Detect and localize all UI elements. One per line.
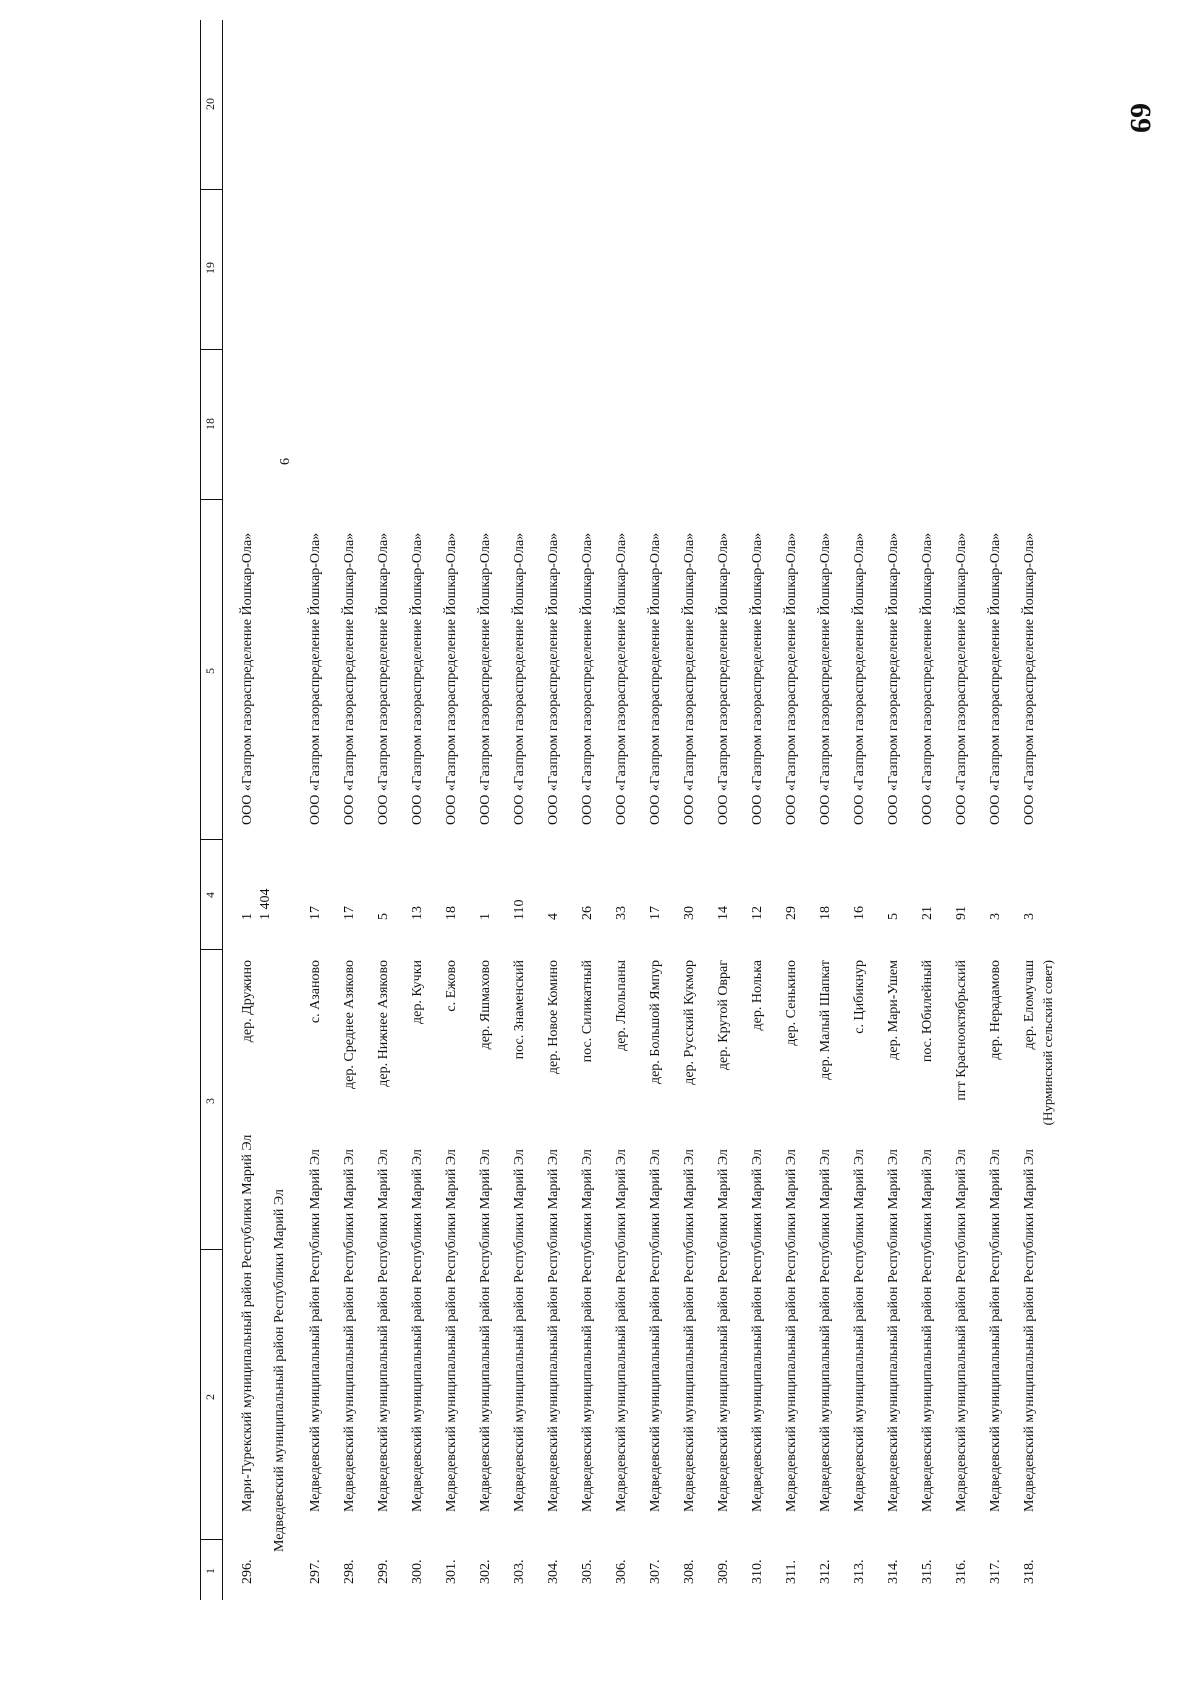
company-cell: ООО «Газпром газораспределение Йошкар-Ола» [750,532,765,825]
settlement-cell: с. Цибикнур [852,960,867,1034]
district-cell: Медведевский муниципальный район Республики Марий Эл [308,1149,323,1512]
district-cell: Медведевский муниципальный район Республики Марий Эл [920,1149,935,1512]
col18-cell: 6 [278,458,293,465]
district-cell: Медведевский муниципальный район Республики Марий Эл [376,1149,391,1512]
settlement-cell: дер. Среднее Азяково [342,960,357,1089]
count-cell: 17 [308,906,323,920]
settlement-cell: дер. Нерадамово [988,960,1003,1060]
district-cell: Медведевский муниципальный район Республики Марий Эл [478,1149,493,1512]
company-cell: ООО «Газпром газораспределение Йошкар-Ола» [240,532,255,825]
column-header: 18 [203,418,217,430]
company-cell: ООО «Газпром газораспределение Йошкар-Ола» [682,532,697,825]
row-number: 304. [546,1559,561,1584]
district-cell: Медведевский муниципальный район Республики Марий Эл [614,1149,629,1512]
district-cell: Медведевский муниципальный район Республики Марий Эл [818,1149,833,1512]
count-cell: 110 [512,899,527,920]
district-cell: Медведевский муниципальный район Республики Марий Эл [1022,1149,1037,1512]
column-header: 5 [203,668,217,674]
settlement-cell: дер. Мари-Ушем [886,960,901,1060]
district-cell: Медведевский муниципальный район Республики Марий Эл [886,1149,901,1512]
district-cell: Медведевский муниципальный район Республики Марий Эл [410,1149,425,1512]
count-cell: 33 [614,906,629,920]
row-number: 313. [852,1559,867,1584]
district-cell: Медведевский муниципальный район Республики Марий Эл [444,1149,459,1512]
row-number: 314. [886,1559,901,1584]
company-cell: ООО «Газпром газораспределение Йошкар-Ола» [988,532,1003,825]
company-cell: ООО «Газпром газораспределение Йошкар-Ола» [886,532,901,825]
company-cell: ООО «Газпром газораспределение Йошкар-Ола» [648,532,663,825]
row-number: 308. [682,1559,697,1584]
company-cell: ООО «Газпром газораспределение Йошкар-Ола» [410,532,425,825]
row-number: 305. [580,1559,595,1584]
row-number: 316. [954,1559,969,1584]
column-header: 2 [203,1394,217,1400]
column-divider [200,349,222,350]
row-number: 311. [784,1560,799,1584]
row-number: 306. [614,1559,629,1584]
company-cell: ООО «Газпром газораспределение Йошкар-Ола» [614,532,629,825]
count-cell: 3 [1022,913,1037,920]
row-number: 312. [818,1559,833,1584]
row-number: 303. [512,1559,527,1584]
count-cell: 16 [852,906,867,920]
row-number: 302. [478,1559,493,1584]
column-divider [200,1539,222,1540]
count-cell: 17 [342,906,357,920]
company-cell: ООО «Газпром газораспределение Йошкар-Ола» [308,532,323,825]
district-cell: Медведевский муниципальный район Республики Марий Эл [954,1149,969,1512]
district-cell: Мари-Турекский муниципальный район Республики Марий Эл [240,1134,255,1512]
row-number: 309. [716,1559,731,1584]
column-header: 1 [203,1568,217,1574]
count-cell: 26 [580,906,595,920]
count-cell: 12 [750,906,765,920]
settlement-cell: дер. Нижнее Азяково [376,960,391,1087]
settlement-cell: пос. Знаменский [512,960,527,1060]
settlement-cell: дер. Сенькино [784,960,799,1046]
company-cell: ООО «Газпром газораспределение Йошкар-Ола» [818,532,833,825]
settlement-cell: дер. Малый Шапкат [818,960,833,1080]
company-cell: ООО «Газпром газораспределение Йошкар-Ола» [1022,532,1037,825]
company-cell: ООО «Газпром газораспределение Йошкар-Ола» [852,532,867,825]
count-cell: 1 [478,913,493,920]
settlement-cell: дер. Яшмахово [478,960,493,1050]
column-divider [200,1249,222,1250]
count-cell: 14 [716,906,731,920]
row-number: 296. [240,1559,255,1584]
row-number: 300. [410,1559,425,1584]
district-cell: Медведевский муниципальный район Республики Марий Эл [784,1149,799,1512]
company-cell: ООО «Газпром газораспределение Йошкар-Ола» [376,532,391,825]
company-cell: ООО «Газпром газораспределение Йошкар-Ола» [784,532,799,825]
row-number: 315. [920,1559,935,1584]
company-cell: ООО «Газпром газораспределение Йошкар-Ола» [920,532,935,825]
company-cell: ООО «Газпром газораспределение Йошкар-Ола» [478,532,493,825]
company-cell: ООО «Газпром газораспределение Йошкар-Ола» [580,532,595,825]
settlement-cell: дер. Кучки [410,960,425,1024]
count-cell: 5 [376,913,391,920]
settlement-note: (Нурминский сельский совет) [1040,960,1055,1126]
district-cell: Медведевский муниципальный район Республики Марий Эл [342,1149,357,1512]
count-cell: 5 [886,913,901,920]
district-subtotal-cell: Медведевский муниципальный район Республики Марий Эл [272,1189,287,1552]
page-number: 69 [1124,103,1157,133]
column-divider [200,189,222,190]
settlement-cell: дер. Русский Кукмор [682,960,697,1085]
count-cell: 30 [682,906,697,920]
column-header: 3 [203,1098,217,1104]
district-cell: Медведевский муниципальный район Республики Марий Эл [580,1149,595,1512]
district-cell: Медведевский муниципальный район Республики Марий Эл [682,1149,697,1512]
district-cell: Медведевский муниципальный район Республики Марий Эл [512,1149,527,1512]
company-cell: ООО «Газпром газораспределение Йошкар-Ола» [512,532,527,825]
row-number: 318. [1022,1559,1037,1584]
column-divider [200,499,222,500]
settlement-name: дер. Еломучаш [1022,960,1037,1050]
settlement-cell: дер. Нолька [750,960,765,1031]
row-number: 298. [342,1559,357,1584]
row-number: 301. [444,1559,459,1584]
count-cell: 18 [444,906,459,920]
settlement-cell: дер. Крутой Овраг [716,960,731,1071]
table-top-rule [200,20,201,1600]
settlement-cell: пос. Юбилейный [920,960,935,1063]
company-cell: ООО «Газпром газораспределение Йошкар-Ола» [342,532,357,825]
settlement-cell: дер. Новое Комино [546,960,561,1075]
settlement-cell: пгт Краснооктябрьский [954,960,969,1101]
company-cell: ООО «Газпром газораспределение Йошкар-Ола» [444,532,459,825]
settlement-cell [1022,960,1055,1220]
column-header: 20 [203,98,217,110]
settlement-cell: дер. Дружино [240,960,255,1043]
company-cell: ООО «Газпром газораспределение Йошкар-Ола» [954,532,969,825]
count-cell: 13 [410,906,425,920]
count-cell: 3 [988,913,1003,920]
district-cell: Медведевский муниципальный район Республики Марий Эл [988,1149,1003,1512]
count-cell: 29 [784,906,799,920]
settlement-cell: пос. Силикатный [580,960,595,1063]
count-cell: 21 [920,906,935,920]
settlement-cell: с. Ежово [444,960,459,1012]
row-number: 307. [648,1559,663,1584]
row-number: 297. [308,1559,323,1584]
count-cell: 18 [818,906,833,920]
rotated-table [200,20,1200,1600]
district-cell: Медведевский муниципальный район Республики Марий Эл [852,1149,867,1512]
count-cell: 1 [240,913,255,920]
row-number: 299. [376,1559,391,1584]
count-subtotal-cell: 1 404 [258,888,273,920]
settlement-cell: с. Азаново [308,960,323,1024]
column-header: 4 [203,892,217,898]
count-cell: 91 [954,906,969,920]
district-cell: Медведевский муниципальный район Республики Марий Эл [750,1149,765,1512]
settlement-cell: дер. Большой Ямпур [648,960,663,1085]
company-cell: ООО «Газпром газораспределение Йошкар-Ола» [546,532,561,825]
district-cell: Медведевский муниципальный район Республики Марий Эл [648,1149,663,1512]
column-header: 19 [203,262,217,274]
column-divider [200,949,222,950]
row-number: 317. [988,1559,1003,1584]
company-cell: ООО «Газпром газораспределение Йошкар-Ола» [716,532,731,825]
settlement-cell: дер. Люльпаны [614,960,629,1051]
district-cell: Медведевский муниципальный район Республики Марий Эл [716,1149,731,1512]
header-rule [222,20,223,1600]
count-cell: 17 [648,906,663,920]
column-divider [200,839,222,840]
count-cell: 4 [546,913,561,920]
district-cell: Медведевский муниципальный район Республики Марий Эл [546,1149,561,1512]
row-number: 310. [750,1559,765,1584]
